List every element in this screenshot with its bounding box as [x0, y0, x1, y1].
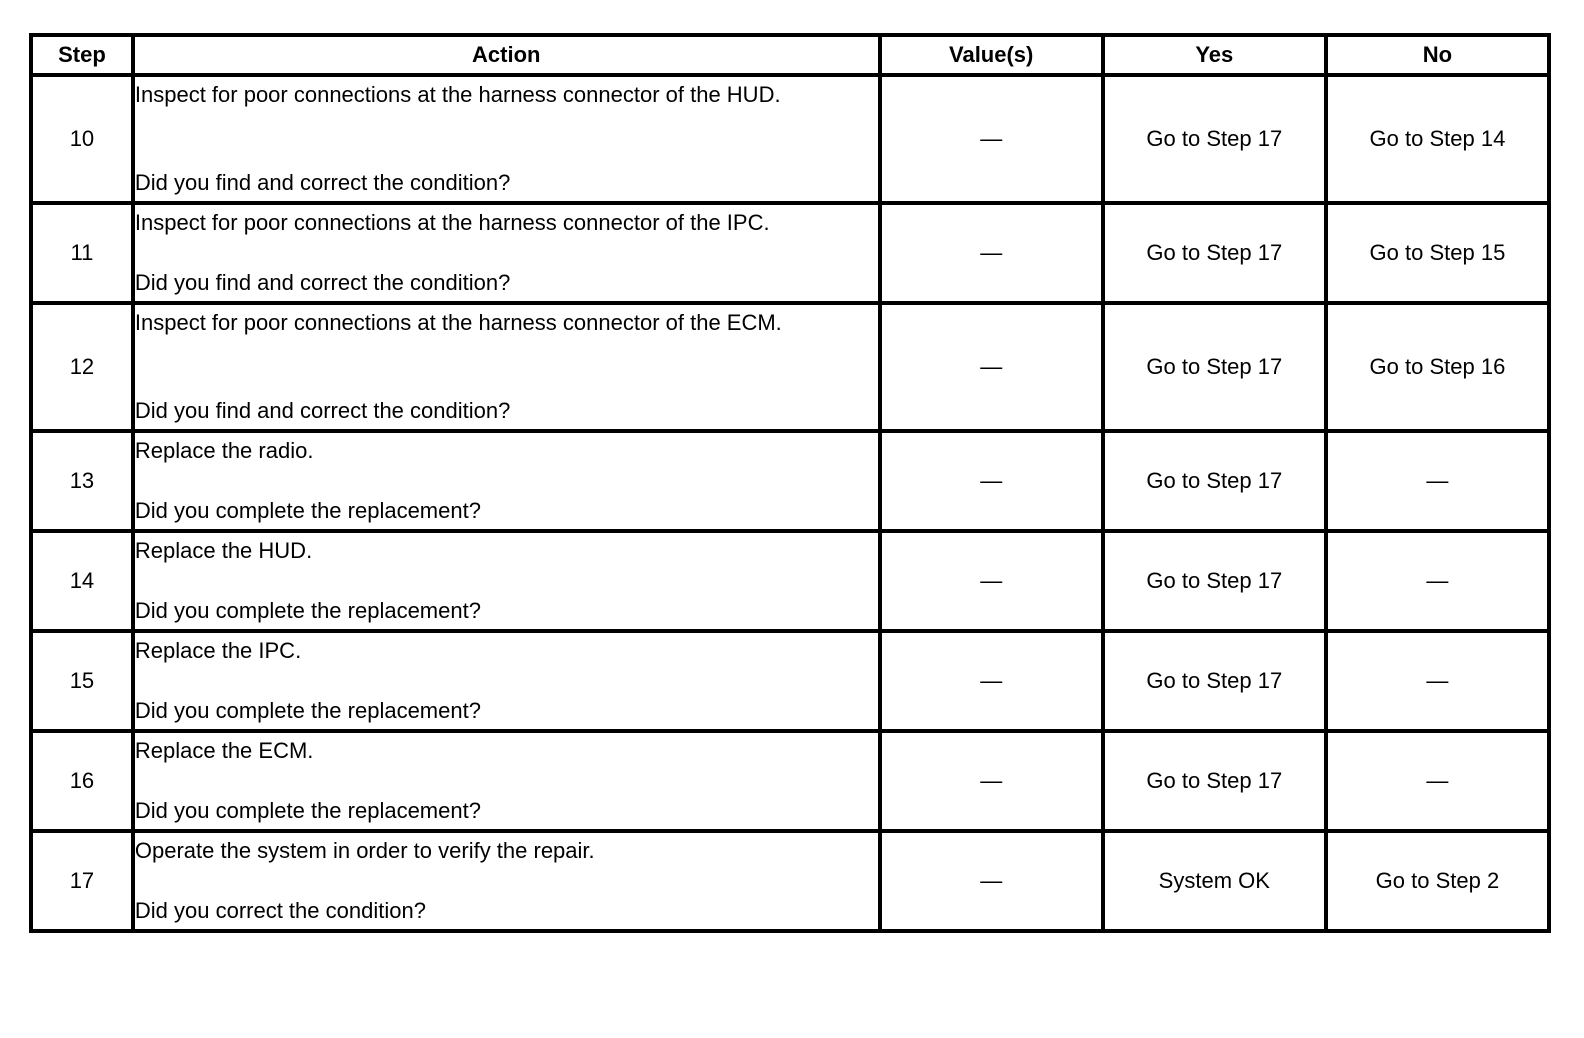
action-text: Operate the system in order to verify the repair.: [134, 838, 595, 863]
table-row: [31, 631, 1549, 731]
action-text: Replace the HUD.: [134, 538, 313, 563]
action-text: Replace the ECM.: [134, 738, 314, 763]
table-row: [31, 831, 1549, 931]
no-cell: Go to Step 15: [1326, 203, 1549, 303]
step-number: 14: [31, 531, 133, 631]
action-text: Inspect for poor connections at the harness connector of the ECM.: [134, 310, 782, 335]
action-text: Inspect for poor connections at the harness connector of the HUD.: [134, 82, 781, 107]
value-cell: —: [880, 531, 1103, 631]
step-number: 11: [31, 203, 133, 303]
value-cell: —: [880, 431, 1103, 531]
header-no: No: [1326, 35, 1549, 75]
action-question: Did you find and correct the condition?: [134, 398, 511, 423]
header-yes: Yes: [1103, 35, 1326, 75]
table-row: [31, 431, 1549, 531]
action-text: Replace the IPC.: [134, 638, 302, 663]
action-question: Did you complete the replacement?: [134, 798, 481, 823]
table-row: [31, 203, 1549, 303]
action-cell: [133, 831, 880, 931]
yes-cell: Go to Step 17: [1103, 75, 1326, 203]
action-cell: [133, 75, 880, 203]
action-question: Did you find and correct the condition?: [134, 270, 511, 295]
action-text: Inspect for poor connections at the harness connector of the IPC.: [134, 210, 770, 235]
action-cell: [133, 431, 880, 531]
table-row: [31, 303, 1549, 431]
header-values: Value(s): [880, 35, 1103, 75]
no-cell: —: [1326, 731, 1549, 831]
action-cell: [133, 303, 880, 431]
no-cell: Go to Step 16: [1326, 303, 1549, 431]
value-cell: —: [880, 203, 1103, 303]
step-number: 15: [31, 631, 133, 731]
value-cell: —: [880, 303, 1103, 431]
yes-cell: Go to Step 17: [1103, 631, 1326, 731]
yes-cell: Go to Step 17: [1103, 531, 1326, 631]
table-row: [31, 75, 1549, 203]
yes-cell: Go to Step 17: [1103, 731, 1326, 831]
no-cell: —: [1326, 631, 1549, 731]
step-number: 17: [31, 831, 133, 931]
step-number: 13: [31, 431, 133, 531]
step-number: 10: [31, 75, 133, 203]
no-cell: —: [1326, 531, 1549, 631]
value-cell: —: [880, 831, 1103, 931]
step-number: 16: [31, 731, 133, 831]
action-question: Did you complete the replacement?: [134, 598, 481, 623]
action-question: Did you complete the replacement?: [134, 698, 481, 723]
yes-cell: System OK: [1103, 831, 1326, 931]
value-cell: —: [880, 631, 1103, 731]
yes-cell: Go to Step 17: [1103, 431, 1326, 531]
action-cell: [133, 731, 880, 831]
action-cell: [133, 631, 880, 731]
diagnostic-table: [29, 33, 1551, 933]
no-cell: Go to Step 14: [1326, 75, 1549, 203]
action-text: Replace the radio.: [134, 438, 314, 463]
value-cell: —: [880, 75, 1103, 203]
no-cell: —: [1326, 431, 1549, 531]
action-cell: [133, 203, 880, 303]
header-step: Step: [31, 35, 133, 75]
action-question: Did you complete the replacement?: [134, 498, 481, 523]
action-question: Did you find and correct the condition?: [134, 170, 511, 195]
header-action: Action: [133, 35, 880, 75]
yes-cell: Go to Step 17: [1103, 203, 1326, 303]
header-row: [31, 35, 1549, 75]
no-cell: Go to Step 2: [1326, 831, 1549, 931]
action-cell: [133, 531, 880, 631]
step-number: 12: [31, 303, 133, 431]
table-row: [31, 531, 1549, 631]
yes-cell: Go to Step 17: [1103, 303, 1326, 431]
action-question: Did you correct the condition?: [134, 898, 426, 923]
value-cell: —: [880, 731, 1103, 831]
table-row: [31, 731, 1549, 831]
